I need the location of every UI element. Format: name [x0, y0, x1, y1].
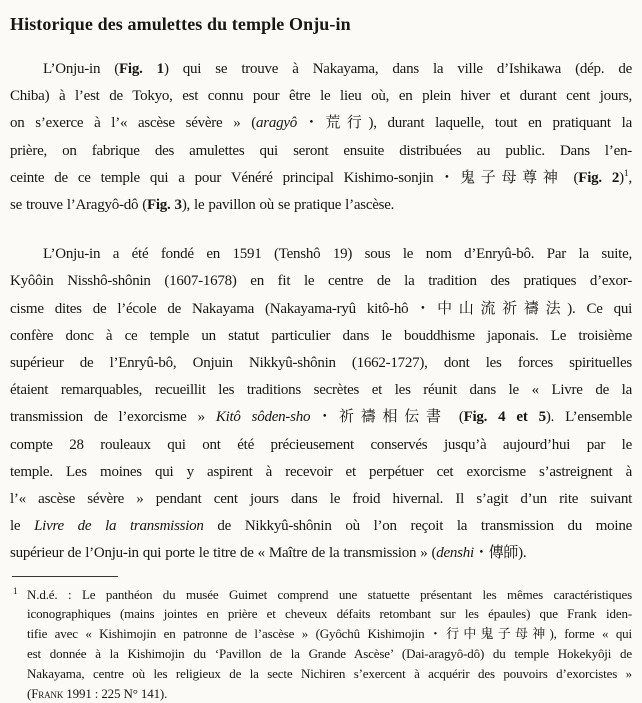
text-segment: prière, on fabrique des amulettes qui seront ensuite distribuées au public. Dans l’en- [10, 142, 632, 159]
text-segment: compte 28 rouleaux qui ont été précieusement conservés jusqu’à aujourd’hui par le [10, 436, 632, 453]
footnote-reference: 1 [623, 168, 629, 179]
text-line [27, 664, 632, 684]
text-line [27, 624, 632, 644]
footnote-text [27, 585, 632, 703]
text-line [10, 110, 632, 137]
text-segment: ). L’ensemble [545, 409, 633, 426]
text-segment: ・傳師). [473, 545, 527, 562]
text-segment: Kyôôin Nisshô-shônin (1607-1678) en fit le centre de la tradition des pratiques d’exor- [10, 273, 632, 290]
text-segment: Fig. 4 et 5 [463, 409, 546, 426]
text-segment: tifie avec « Kishimojin en patronne de l’ascèse » (Gyôchû Kishimojin・行中鬼子母神), forme « qui [27, 626, 632, 642]
text-segment: Fig. 2 [578, 169, 620, 186]
footnote-marker: 1 [13, 585, 18, 596]
text-line [27, 684, 632, 703]
text-segment: de Nikkyû-shônin où l’on reçoit la transmission du moine [203, 518, 633, 535]
text-segment: aragyô [256, 115, 298, 132]
text-segment: L’Onju-in a été fondé en 1591 (Tenshô 19) sous le nom d’Enryû-bô. Par la suite, [43, 246, 632, 263]
text-line [10, 459, 632, 486]
text-line [10, 56, 632, 83]
text-line [10, 513, 632, 540]
body-text [10, 56, 632, 568]
text-segment: ), le pavillon où se pratique l’ascèse. [181, 197, 395, 214]
text-segment: ceinte de ce temple qui a pour Vénéré principal Kishimo-sonjin・鬼子母尊神 ( [10, 169, 579, 186]
text-segment: ・祈禱相伝書 ( [310, 409, 464, 426]
text-line [10, 192, 632, 219]
paragraph-1 [10, 56, 632, 219]
text-segment: supérieur de l’Onju-in qui porte le titre de « Maître de la transmission » ( [10, 545, 437, 562]
text-segment: denshi [436, 545, 474, 562]
text-segment: Kitô sôden-sho [215, 409, 311, 426]
page-title: Historique des amulettes du temple Onju-in [10, 14, 351, 34]
text-segment: étaient remarquables, recueillit les traditions secrètes et les réunit dans le « Livre de la [10, 382, 632, 399]
text-segment: Nakayama, centre où les religieux de la secte Nichiren s’exercent à acquérir des pouvoirs d’exorcistes » [27, 665, 632, 681]
footnote-separator [12, 576, 118, 577]
text-segment: , [628, 169, 632, 186]
text-segment: le [10, 518, 35, 535]
text-segment: N.d.é. : Le panthéon du musée Guimet comprend une statuette présentant les mêmes caractéristiques [27, 586, 632, 602]
paragraph-2 [10, 241, 632, 567]
text-segment: Fig. 1 [119, 61, 164, 77]
text-line [10, 83, 632, 110]
text-segment: ) qui se trouve à Nakayama, dans la ville d’Ishikawa (dép. de [163, 61, 632, 77]
text-line [10, 165, 632, 192]
text-segment: Frank [31, 685, 64, 701]
text-segment: cisme dites de l’école de Nakayama (Nakayama-ryû kitô-hô・中山流祈禱法). Ce qui [10, 300, 632, 317]
text-line [10, 540, 632, 567]
text-segment: 1991 : 225 N° 141). [63, 685, 168, 701]
text-segment: se trouve l’Aragyô-dô ( [10, 197, 147, 214]
text-segment: supérieur de l’Enryû-bô, Onjuin Nikkyû-shônin (1662-1727), dont les forces spirituelles [10, 355, 632, 372]
text-segment: ・荒行), durant laquelle, tout en pratiquant la [297, 115, 632, 132]
text-segment: Livre de la transmission [34, 518, 204, 535]
text-segment: confère donc à ce temple un statut particulier dans le bouddhisme japonais. Le troisième [10, 327, 632, 344]
text-line [10, 296, 632, 323]
text-line [10, 432, 632, 459]
text-segment: Fig. 3 [146, 197, 182, 214]
text-segment: L’Onju-in ( [43, 61, 120, 77]
text-line [10, 323, 632, 350]
text-segment: transmission de l’exorcisme » [10, 409, 216, 426]
text-line [10, 404, 632, 431]
text-segment: l’« ascèse sévère » pendant cent jours dans le froid hivernal. Il s’agit d’un rite suivant [10, 491, 632, 508]
text-line [10, 241, 632, 268]
text-segment: temple. Les moines qui y aspirent à recevoir et perpétuer cet exorcisme s’astreignent à [10, 463, 632, 480]
text-segment: ( [27, 685, 32, 701]
text-line [27, 604, 632, 624]
text-segment: on s’exerce à l’« ascèse sévère » ( [10, 115, 257, 132]
footnote [10, 585, 632, 703]
text-line [10, 377, 632, 404]
text-segment: est donnée à la Kishimojin du ‘Pavillon de la Grande Ascèse’ (Dai-aragyô-dô) du temple Hokekyôji de [27, 646, 632, 662]
text-line [10, 268, 632, 295]
text-line [27, 644, 632, 664]
text-line [10, 486, 632, 513]
text-segment: iconographiques (mains jointes en prière et cheveux défaits retombant sur les épaules) que Frank iden- [27, 606, 632, 622]
text-segment: Chiba) à l’est de Tokyo, est connu pour être le lieu où, en plein hiver et durant cent jours, [10, 88, 632, 105]
text-line [10, 350, 632, 377]
text-line [27, 585, 632, 605]
text-line [10, 138, 632, 165]
text-segment: ) [619, 169, 624, 186]
